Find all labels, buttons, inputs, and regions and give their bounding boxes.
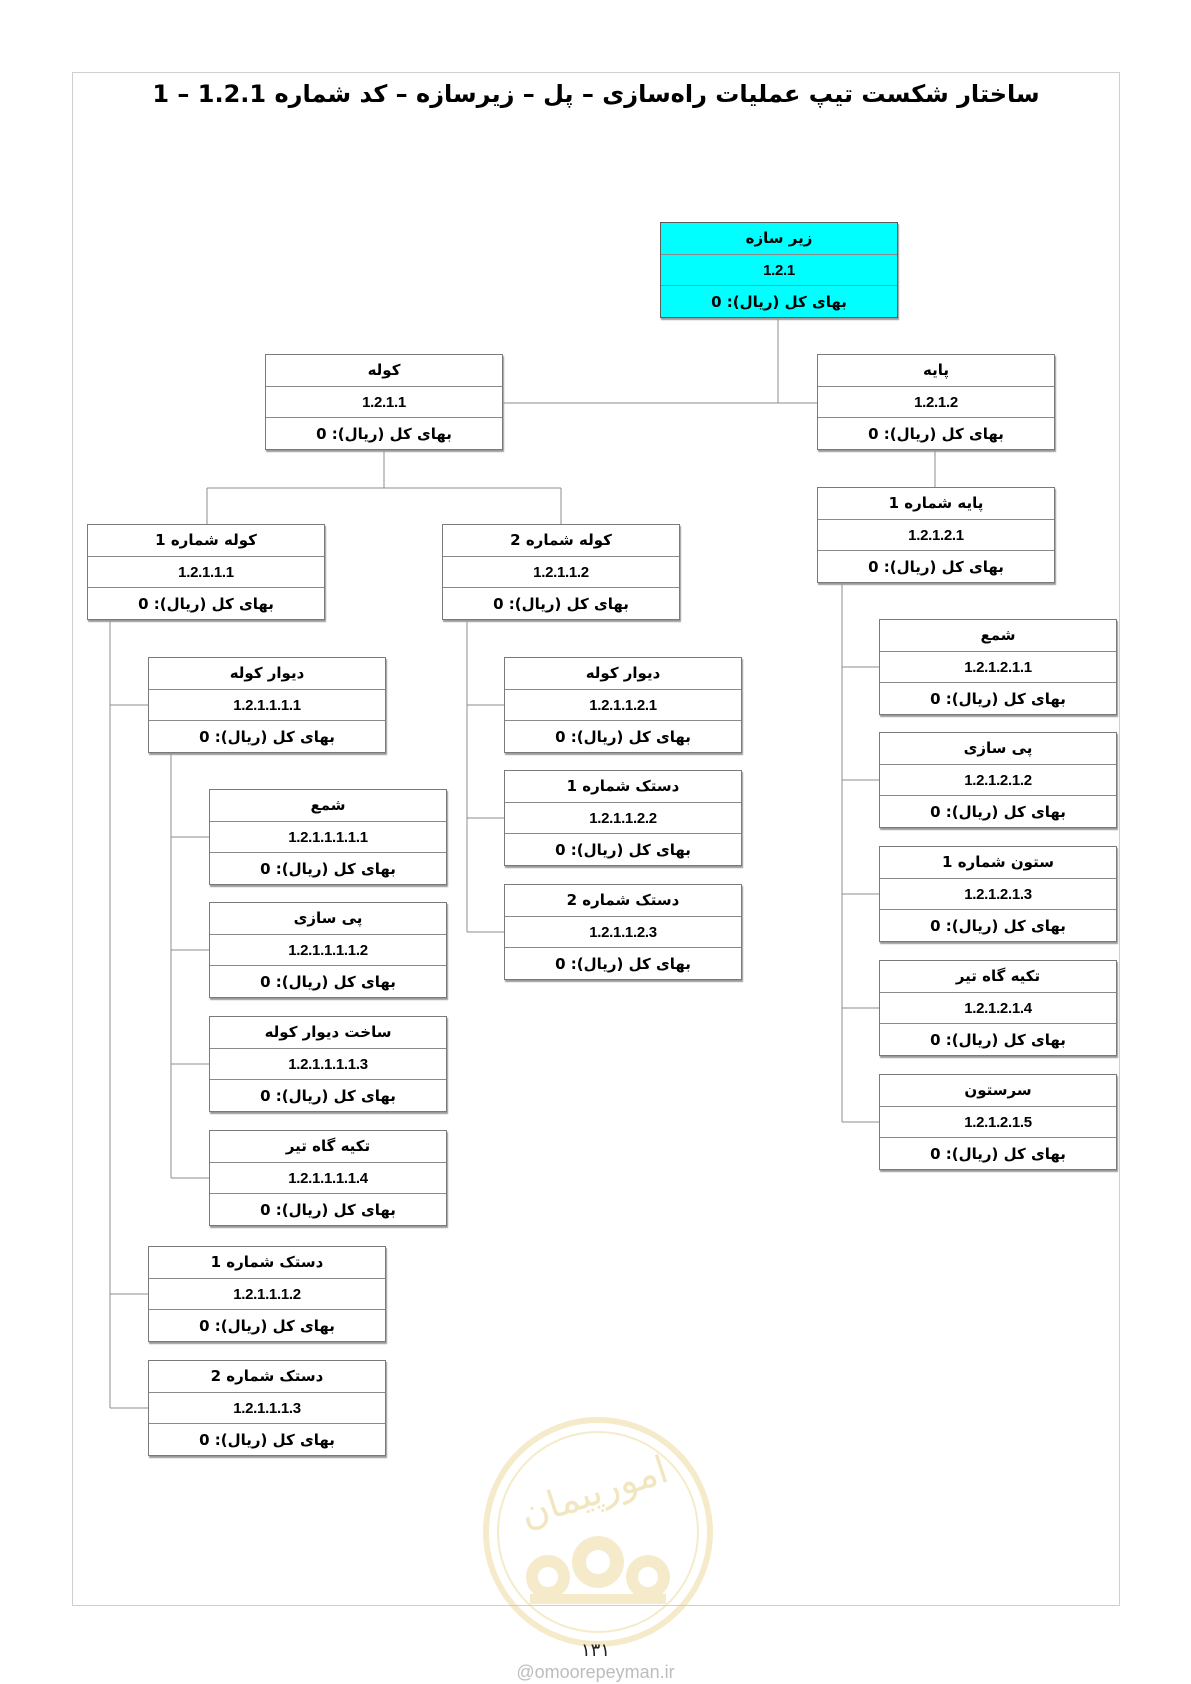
node-code: 1.2.1.1.1.3 bbox=[149, 1392, 385, 1424]
node-name: ستون شماره 1 bbox=[942, 853, 1054, 872]
node-cost: بهای کل (ریال): 0 bbox=[505, 720, 741, 752]
node-code: 1.2.1.2.1.4 bbox=[880, 992, 1116, 1024]
node-name: زیر سازه bbox=[745, 229, 813, 248]
wbs-node[interactable] bbox=[148, 1360, 386, 1456]
node-code: 1.2.1.2.1.5 bbox=[880, 1106, 1116, 1138]
node-code: 1.2.1 bbox=[661, 254, 897, 286]
node-name: پی سازی bbox=[963, 739, 1033, 758]
wbs-node[interactable] bbox=[442, 524, 680, 620]
wbs-node[interactable] bbox=[817, 487, 1055, 583]
wbs-node[interactable] bbox=[817, 354, 1055, 450]
node-name: دیوار کوله bbox=[229, 664, 305, 683]
watermark-text: امورپیمان bbox=[514, 1447, 674, 1537]
node-code: 1.2.1.1.1 bbox=[88, 556, 324, 588]
node-code: 1.2.1.1.1.1.2 bbox=[210, 934, 446, 966]
node-name: کوله شماره 2 bbox=[510, 531, 612, 550]
node-cost: بهای کل (ریال): 0 bbox=[88, 587, 324, 619]
node-cost: بهای کل (ریال): 0 bbox=[880, 682, 1116, 714]
node-name: کوله شماره 1 bbox=[155, 531, 257, 550]
node-cost: بهای کل (ریال): 0 bbox=[443, 587, 679, 619]
node-name: پایه شماره 1 bbox=[888, 494, 984, 513]
node-cost: بهای کل (ریال): 0 bbox=[505, 833, 741, 865]
node-code: 1.2.1.2.1.2 bbox=[880, 764, 1116, 796]
node-name: تکیه گاه تیر bbox=[285, 1137, 371, 1156]
node-cost: بهای کل (ریال): 0 bbox=[505, 947, 741, 979]
wbs-node[interactable] bbox=[148, 1246, 386, 1342]
watermark-logo-icon bbox=[478, 1412, 718, 1652]
node-code: 1.2.1.1.1.1.3 bbox=[210, 1048, 446, 1080]
wbs-node[interactable] bbox=[209, 1016, 447, 1112]
node-cost: بهای کل (ریال): 0 bbox=[880, 909, 1116, 941]
node-code: 1.2.1.1.1.1.1 bbox=[210, 821, 446, 853]
page-title: ساختار شکست تیپ عملیات راه‌سازی – پل – زیرسازه – کد شماره 1.2.1 – 1 bbox=[152, 80, 1040, 108]
node-name: دستک شماره 1 bbox=[210, 1253, 324, 1272]
node-code: 1.2.1.1.2.1 bbox=[505, 689, 741, 721]
wbs-node[interactable] bbox=[265, 354, 503, 450]
page-number: ۱۳۱ bbox=[580, 1640, 610, 1661]
node-code: 1.2.1.1.1.1 bbox=[149, 689, 385, 721]
node-name: تکیه گاه تیر bbox=[955, 967, 1041, 986]
wbs-node[interactable] bbox=[148, 657, 386, 753]
node-cost: بهای کل (ریال): 0 bbox=[149, 1423, 385, 1455]
wbs-node[interactable] bbox=[209, 1130, 447, 1226]
node-cost: بهای کل (ریال): 0 bbox=[880, 795, 1116, 827]
wbs-node[interactable] bbox=[879, 846, 1117, 942]
node-name: دیوار کوله bbox=[585, 664, 661, 683]
node-name: شمع bbox=[310, 796, 346, 815]
node-cost: بهای کل (ریال): 0 bbox=[880, 1023, 1116, 1055]
node-name: سرستون bbox=[964, 1081, 1032, 1100]
node-cost: بهای کل (ریال): 0 bbox=[210, 965, 446, 997]
node-cost: بهای کل (ریال): 0 bbox=[149, 720, 385, 752]
wbs-node[interactable] bbox=[504, 770, 742, 866]
node-name: دستک شماره 1 bbox=[566, 777, 680, 796]
wbs-node[interactable] bbox=[87, 524, 325, 620]
node-name: پی سازی bbox=[293, 909, 363, 928]
node-code: 1.2.1.2.1.1 bbox=[880, 651, 1116, 683]
node-name: شمع bbox=[980, 626, 1016, 645]
node-cost: بهای کل (ریال): 0 bbox=[818, 417, 1054, 449]
node-name: ساخت دیوار کوله bbox=[264, 1023, 392, 1042]
node-cost: بهای کل (ریال): 0 bbox=[266, 417, 502, 449]
node-cost: بهای کل (ریال): 0 bbox=[661, 285, 897, 317]
node-code: 1.2.1.2 bbox=[818, 386, 1054, 418]
node-name: پایه bbox=[923, 361, 949, 380]
wbs-node[interactable] bbox=[879, 619, 1117, 715]
node-code: 1.2.1.2.1.3 bbox=[880, 878, 1116, 910]
wbs-node[interactable] bbox=[879, 732, 1117, 828]
node-cost: بهای کل (ریال): 0 bbox=[210, 852, 446, 884]
node-code: 1.2.1.1.2.2 bbox=[505, 802, 741, 834]
node-cost: بهای کل (ریال): 0 bbox=[149, 1309, 385, 1341]
node-name: کوله bbox=[367, 361, 401, 380]
node-code: 1.2.1.1.1.1.4 bbox=[210, 1162, 446, 1194]
wbs-node[interactable] bbox=[879, 960, 1117, 1056]
site-url: @omoorepeyman.ir bbox=[516, 1662, 675, 1682]
node-code: 1.2.1.2.1 bbox=[818, 519, 1054, 551]
wbs-node[interactable] bbox=[879, 1074, 1117, 1170]
node-cost: بهای کل (ریال): 0 bbox=[818, 550, 1054, 582]
wbs-node[interactable] bbox=[504, 657, 742, 753]
node-name: دستک شماره 2 bbox=[210, 1367, 324, 1386]
wbs-node[interactable] bbox=[209, 902, 447, 998]
node-code: 1.2.1.1.1.2 bbox=[149, 1278, 385, 1310]
wbs-node-root[interactable] bbox=[660, 222, 898, 318]
wbs-node[interactable] bbox=[209, 789, 447, 885]
node-code: 1.2.1.1.2.3 bbox=[505, 916, 741, 948]
node-name: دستک شماره 2 bbox=[566, 891, 680, 910]
node-cost: بهای کل (ریال): 0 bbox=[880, 1137, 1116, 1169]
node-cost: بهای کل (ریال): 0 bbox=[210, 1079, 446, 1111]
node-cost: بهای کل (ریال): 0 bbox=[210, 1193, 446, 1225]
wbs-node[interactable] bbox=[504, 884, 742, 980]
node-code: 1.2.1.1 bbox=[266, 386, 502, 418]
node-code: 1.2.1.1.2 bbox=[443, 556, 679, 588]
